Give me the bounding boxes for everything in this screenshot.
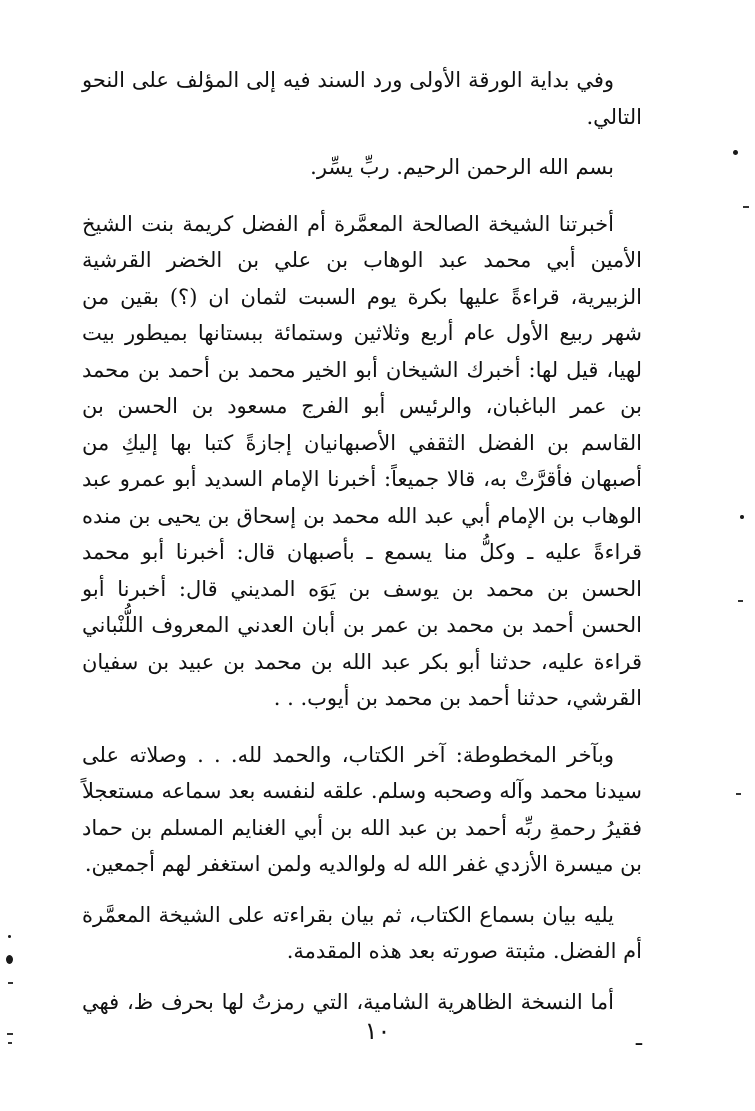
paragraph-sama: يليه بيان بسماع الكتاب، ثم بيان بقراءته على الشيخة المعمَّرة أم الفضل. مثبتة صورته بعد هذه المقدمة. — [82, 902, 642, 963]
paragraph-intro: وفي بداية الورقة الأولى ورد السند فيه إلى المؤلف على النحو التالي. — [82, 68, 642, 129]
scan-speck — [6, 955, 13, 964]
scan-speck — [733, 150, 738, 155]
paragraph-basmala: بسم الله الرحمن الرحيم. ربِّ يسِّر. — [310, 155, 614, 179]
page-body — [82, 62, 642, 1057]
scan-speck — [740, 515, 744, 519]
scan-speck — [738, 600, 743, 602]
page-number: ١٠ — [364, 1017, 391, 1045]
scan-speck — [743, 206, 749, 208]
paragraph-zahiriyya: أما النسخة الظاهرية الشامية، التي رمزتُ لها بحرف ظ، فهي ـ — [82, 989, 642, 1050]
scan-speck — [8, 1042, 12, 1044]
scan-speck — [736, 793, 741, 795]
paragraph-isnad: أخبرتنا الشيخة الصالحة المعمَّرة أم الفضل كريمة بنت الشيخ الأمين أبي محمد عبد الوهاب بن علي بن الخضر القرشية الزبيرية، قراءةً عليها بكرة يوم السبت لثمان ان (؟) بقين من شهر ربيع الأول عام أربع وثلاثين وستمائة ببستانها بميطور بيت لهيا، قيل لها: أخبرك الشيخان أبو الخير محمد بن أحمد بن محمد بن عمر الباغبان، والرئيس أبو الفرج مسعود بن الحسن بن القاسم بن الفضل الثقفي الأصبهانيان إجازةً كتبا بها إليكِ من أصبهان فأقرَّتْ به، قالا جميعاً: أخبرنا الإمام السديد أبو عمرو عبد الوهاب بن الإمام أبي عبد الله محمد بن إسحاق بن يحيى بن منده قراءةً عليه ـ وكلُّ منا يسمع ـ بأصبهان قال: أخبرنا أبو محمد الحسن بن محمد بن يوسف بن يَوَه المديني قال: أخبرنا أبو الحسن أحمد بن محمد بن عمر بن أبان العدني المعروف اللُّنْباني قراءة عليه، حدثنا أبو بكر عبد الله بن محمد بن عبيد بن سفيان القرشي، حدثنا أحمد بن محمد بن أيوب. . . — [82, 211, 642, 710]
scan-speck — [7, 1033, 13, 1035]
paragraph-colophon: وبآخر المخطوطة: آخر الكتاب، والحمد لله. . . وصلاته على سيدنا محمد وآله وصحبه وسلم. علقه لنفسه بعد سماعه مستعجلاً فقيرُ رحمةِ ربِّه أحمد بن عبد الله بن أبي الغنايم المسلم بن حماد بن ميسرة الأزدي غفر الله له ولوالديه ولمن استغفر لهم أجمعين. — [82, 742, 642, 876]
scan-speck — [8, 982, 13, 984]
scan-speck — [8, 935, 11, 938]
